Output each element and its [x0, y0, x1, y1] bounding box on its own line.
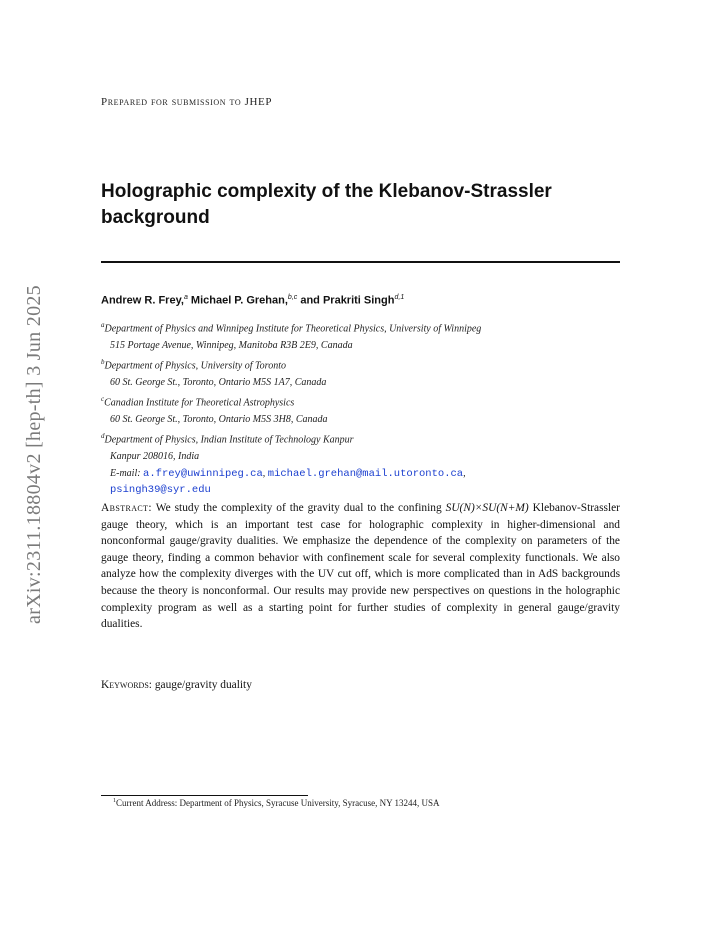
- arxiv-side-stamp: [17, 268, 51, 640]
- author-name: Michael P. Grehan,: [190, 294, 288, 307]
- title-line-1: Holographic complexity of the Klebanov-Strassler: [101, 181, 552, 202]
- affiliation-address: 60 St. George St., Toronto, Ontario M5S 3H8, Canada: [110, 414, 328, 426]
- abstract-text: We study the complexity of the gravity dual to the confining: [155, 502, 442, 514]
- abstract-text: Klebanov-Strassler gauge theory, which is an important test case for holographic complexity in higher-dimensional and nonconformal gauge/gravity dualities. We emphasize the dependence of the complexity on parameters of the gauge theory, finding a common behavior with confinement scale for several complexity functionals. We also analyze how the complexity diverges with the UV cut off, which is more complicated than in AdS backgrounds because the theory is nonconformal. Our results may provide new perspectives on questions in the holographic complexity program as well as a starting point for further studies of complexity in general gauge/gravity dualities.: [101, 502, 620, 631]
- email-separator: ,: [463, 467, 466, 479]
- author-name: Prakriti Singh: [322, 294, 395, 307]
- submission-note: Prepared for submission to JHEP: [101, 96, 273, 108]
- paper-title: [101, 179, 621, 231]
- footnote-rule: [101, 795, 308, 796]
- email-line: [101, 466, 641, 482]
- abstract-label: Abstract:: [101, 502, 152, 514]
- affiliation-text: Department of Physics and Winnipeg Institute for Theoretical Physics, University of Winnipeg: [104, 323, 482, 335]
- keywords: [101, 679, 252, 691]
- email-link[interactable]: a.frey@uwinnipeg.ca: [143, 467, 263, 480]
- affiliation-mark: b: [101, 358, 105, 367]
- email-separator: ,: [262, 467, 266, 479]
- affiliation-text: Department of Physics, University of Toronto: [104, 360, 286, 372]
- email-line: [101, 482, 641, 498]
- affiliation-address: 60 St. George St., Toronto, Ontario M5S 1A7, Canada: [110, 376, 327, 388]
- arxiv-identifier: arXiv:2311.18804v2 [hep-th] 3 Jun 2025: [22, 284, 45, 624]
- affiliation-line: [101, 428, 641, 449]
- keywords-label: Keywords:: [101, 679, 152, 691]
- author-affil-mark: d,1: [394, 294, 405, 301]
- footnote: [113, 798, 440, 808]
- email-link[interactable]: michael.grehan@mail.utoronto.ca: [267, 467, 464, 480]
- title-line-2: background: [101, 207, 210, 228]
- email-label: E-mail:: [110, 467, 141, 479]
- affiliations: [101, 317, 641, 498]
- author-affil-mark: a: [183, 294, 188, 301]
- author-name: Andrew R. Frey,: [101, 294, 184, 307]
- affiliation-address: 515 Portage Avenue, Winnipeg, Manitoba R3B 2E9, Canada: [110, 339, 353, 351]
- affiliation-text: Department of Physics, Indian Institute of Technology Kanpur: [104, 434, 354, 446]
- affiliation-mark: a: [101, 321, 105, 329]
- email-link[interactable]: psingh39@syr.edu: [110, 483, 211, 496]
- affiliation-line: [101, 391, 641, 412]
- affiliation-line: [101, 317, 641, 338]
- affiliation-mark: c: [101, 395, 105, 404]
- author-affil-mark: b,c: [287, 294, 298, 301]
- affiliation-text: Canadian Institute for Theoretical Astrophysics: [104, 397, 295, 409]
- author-conjunction: and: [300, 294, 320, 307]
- affiliation-address: Kanpur 208016, India: [110, 451, 200, 463]
- affiliation-line: [101, 354, 641, 375]
- affiliation-mark: d: [101, 432, 105, 441]
- footnote-mark: 1: [113, 798, 116, 804]
- author-list: [101, 294, 404, 307]
- title-rule: [101, 261, 620, 263]
- footnote-text: Current Address: Department of Physics, Syracuse University, Syracuse, NY 13244, USA: [116, 798, 440, 808]
- abstract-math: SU(N)×SU(N+M): [445, 502, 529, 514]
- abstract: [101, 500, 620, 633]
- keywords-value: gauge/gravity duality: [154, 679, 252, 691]
